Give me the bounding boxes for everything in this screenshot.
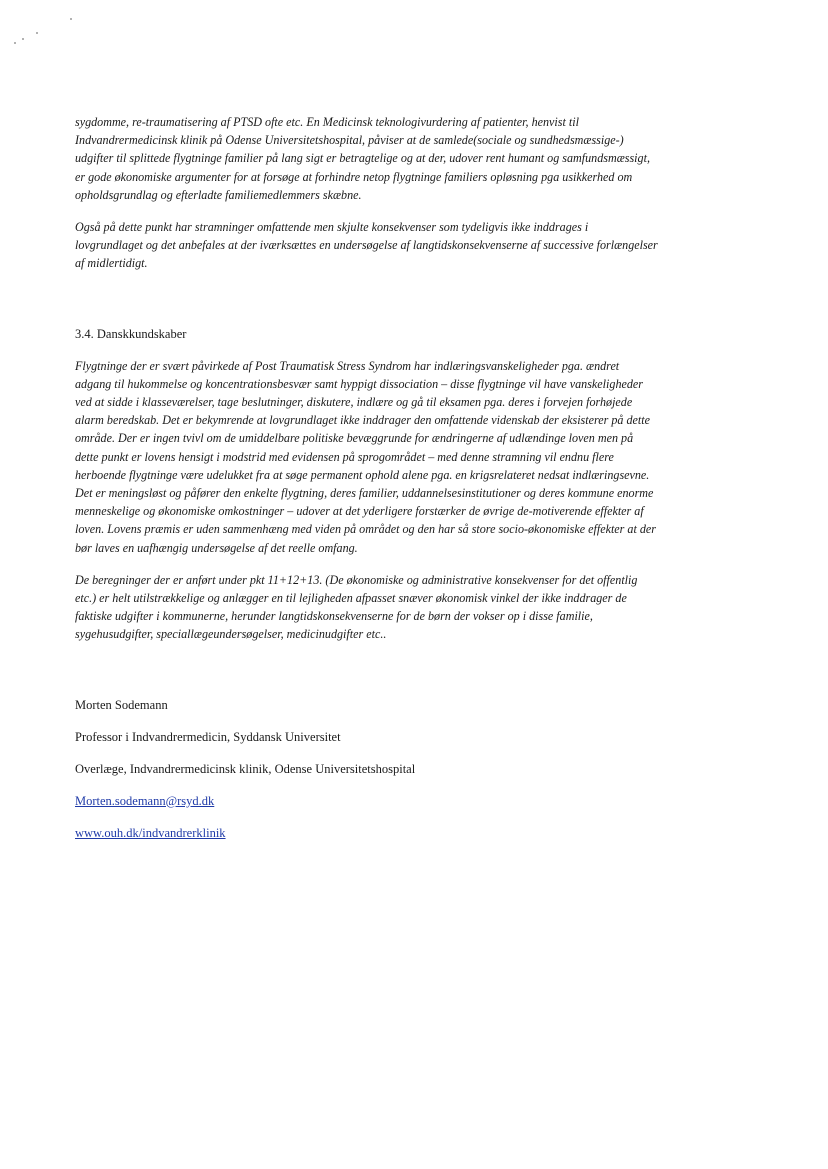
website-link[interactable]: www.ouh.dk/indvandrerklinik	[75, 825, 226, 840]
text-line: udgifter til splittede flygtninge familier på lang sigt er betragtelige og at der, udover rent humant og samfundsmæssigt,	[75, 151, 650, 166]
paragraph-ptsd-costs	[75, 113, 751, 204]
paragraph-calculations	[75, 571, 751, 644]
text-line: er gode økonomiske argumenter for at forsøge at forhindre netop flygtninge familiers opløsning pga usikkerhed om	[75, 169, 633, 184]
signature-title: Professor i Indvandrermedicin, Syddansk Universitet	[75, 729, 341, 744]
text-line: ved at sidde i klasseværelser, tage beslutninger, diskutere, indlære og gå til eksamen pga. deres i forvejen forhøjede	[75, 395, 633, 410]
text-line: Også på dette punkt har stramninger omfattende men skjulte konsekvenser som tydeligvis ikke inddrages i	[75, 220, 589, 235]
signature-position: Overlæge, Indvandrermedicinsk klinik, Odense Universitetshospital	[75, 761, 416, 776]
text-line: alarm beredskab. Det er bekymrende at lovgrundlaget ikke inddrager den omfattende videnskab der eksisterer på dette	[75, 413, 650, 428]
text-line: herboende flygtninge være udelukket fra at søge permanent ophold alene pga. en krigsrelateret nedsat indlæringsevne.	[75, 467, 650, 482]
text-line: etc.) er helt utilstrækkelige og anlægger en til lejligheden afpasset snæver økonomisk vinkel der ikke inddrager de	[75, 591, 627, 606]
text-line: opholdsgrundlag og efterladte familiemedlemmers skæbne.	[75, 187, 362, 202]
text-line: sygdomme, re-traumatisering af PTSD ofte etc. En Medicinsk teknologivurdering af patienter, henvist til	[75, 115, 579, 129]
text-line: loven. Lovens præmis er uden sammenhæng med viden på området og den har så store socio-økonomiske effekter at der	[75, 522, 656, 537]
text-line: Det er meningsløst og påfører den enkelte flygtning, deres familier, uddannelsesinstitutioner og deres kommune enorme	[75, 486, 654, 501]
signature-name: Morten Sodemann	[75, 697, 168, 712]
text-line: lovgrundlaget og det anbefales at der iværksættes en undersøgelse af langtidskonsekvenserne af successive forlængelser	[75, 238, 658, 253]
email-link[interactable]: Morten.sodemann@rsyd.dk	[75, 793, 215, 808]
text-line: faktiske udgifter i kommunerne, herunder langtidskonsekvenserne for de børn der vokser op i disse familie,	[75, 609, 593, 624]
text-line: menneskelige og økonomiske omkostninger – udover at det yderligere forstærker de øvrige de-motiverende effekter af	[75, 504, 644, 519]
section-heading: 3.4. Danskkundskaber	[75, 326, 187, 341]
text-line: dette punkt er lovens hensigt i modstrid med evidensen på sprogområdet – med denne stramning vil endnu flere	[75, 449, 614, 464]
text-line: område. Der er ingen tvivl om de umiddelbare politiske bevæggrunde for ændringerne af udlændinge loven men på	[75, 431, 634, 446]
document-content	[75, 113, 751, 842]
paragraph-hidden-consequences	[75, 218, 751, 273]
paragraph-language-skills	[75, 357, 751, 557]
text-line: bør laves en uafhængig undersøgelse af det reelle omfang.	[75, 540, 358, 555]
text-line: Flygtninge der er svært påvirkede af Post Traumatisk Stress Syndrom har indlæringsvanskeligheder pga. ændret	[75, 358, 620, 373]
text-line: De beregninger der er anført under pkt 11+12+13. (De økonomiske og administrative konsekvenser for det offentlig	[75, 572, 638, 587]
text-line: sygehusudgifter, speciallægeundersøgelser, medicinudgifter etc..	[75, 627, 387, 642]
text-line: adgang til hukommelse og koncentrationsbesvær samt hyppigt dissociation – disse flygtninge vil have vanskeligheder	[75, 376, 643, 391]
text-line: Indvandrermedicinsk klinik på Odense Universitetshospital, påviser at de samlede(sociale og sundhedsmæssige-)	[75, 133, 624, 148]
scan-specks	[14, 12, 84, 52]
text-line: af midlertidigt.	[75, 256, 148, 271]
